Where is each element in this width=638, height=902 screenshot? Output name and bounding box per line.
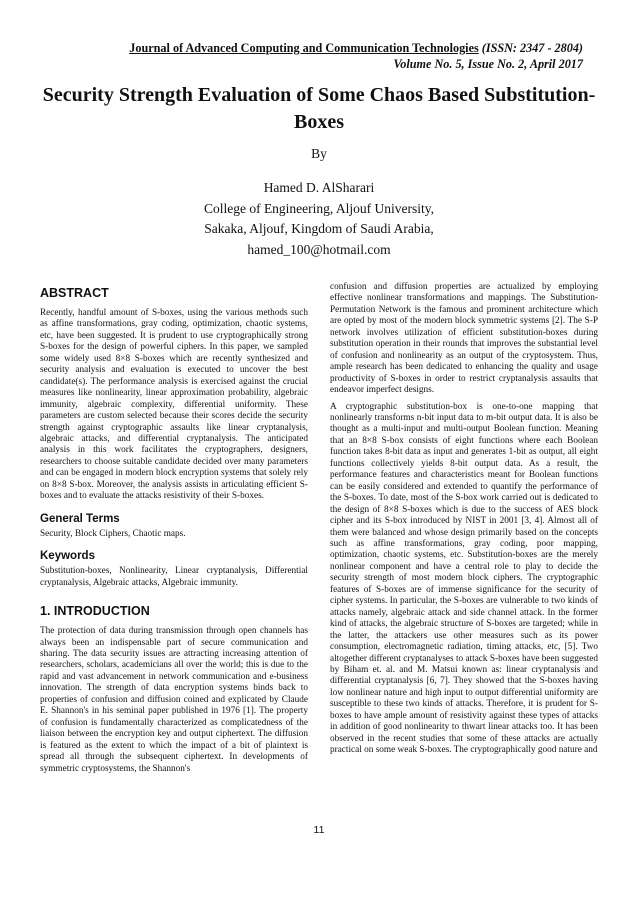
general-terms-heading: General Terms [40,512,120,525]
introduction-paragraph-2: A cryptographic substitution-box is one-to-one mapping that nonlinearly transforms n-bit input data to m-bit output data. It is also be thought as a multi-input and multi-output Boolean function. Meaning that an 8×8 S-box consists of eight functions where each Boolean function takes 8-bit data as input and generates 1-bit as output, all eight functions collectively yields 8-bit output data. As a result, the performance features and characteristics meant for Boolean functions can be easily considered and extended to quantify the performance of the S-boxes. To date, most of the S-box work carried out is dedicated to the design of 8×8 S-boxes which is due to the success of AES block cipher and its S-box introduced by NIST in 2001 [3, 4]. Almost all of them were balanced and whose design primarily based on the concepts such as affine transformations, gray coding, poor mapping, optimization, chaotic systems, etc. Substitution-boxes are the merely nonlinear component and have a central role to play to decide the security strength of most modern block ciphers. The cryptographic features of S-boxes are of immense significance for the security of cipher systems. In particular, the S-boxes are vulnerable to two kinds of attacks namely, algebraic attack and side channel attack. In the former kind of attacks, the algebraic structure of S-boxes are targeted; while in the latter, the attackers use other measures such as its power consumption, electromagnetic radiation, timing attacks, etc, [5]. Two altogether different cryptanalyses to attack S-boxes have been suggested by Biham et. al. and M. Matsui known as: linear cryptanalysis and differential cryptanalysis [6, 7]. They showed that the S-boxes having low nonlinear nature and high input to output differential uniformity are susceptible to these two kinds of attacks. Therefore, it is prudent for S-boxes to have ample amount of resistivity against these types of attacks in addition of good nonlinearity to thwart linear attacks too. It has been observed in the recent studies that some of these attacks are actually practical on some weak S-boxes. The cryptographically good nature and [330,401,598,756]
abstract-heading: ABSTRACT [40,286,109,300]
right-column [330,282,598,762]
author-affiliation-line1: College of Engineering, Aljouf University, [203,200,435,216]
byline: By [311,146,327,161]
keywords-heading: Keywords [40,550,95,563]
author-name: Hamed D. AlSharari [263,180,375,195]
keywords-text: Substitution-boxes, Nonlinearity, Linear cryptanalysis, Differential cryptanalysis, Algebraic attacks, Algebraic immunity. [40,566,308,588]
author-affiliation-line2: Sakaka, Aljouf, Kingdom of Saudi Arabia, [204,221,434,237]
introduction-heading: 1. INTRODUCTION [40,604,150,619]
introduction-paragraph-1-continued: confusion and diffusion properties are actualized by employing effective nonlinear transformations and mappings. The Substitution-Permutation Network is the famous and prominent architecture which are opted by most of the modern block symmetric systems [2]. The S-P network involves utilization of efficient substitution-boxes during substitution operation in their rounds that improves the substantial level of confusion and nonlinearity as an output of the cryptosystem. Thus, ample research has been dedicated to enhancing the quality and usage productivity of S-boxes in order to restrict cryptanalysis assaults that endeavor imperfect designs. [330,282,598,396]
introduction-paragraph-1: The protection of data during transmission through open channels has always been an indispensable part of secure communication and sharing. The data security issues are attracting increasing attention of researchers, scholars, academicians all over the world; this is due to the rapid and vast advancement in network communication and e-business innovation. The strength of data encryption systems binds back to properties of confusion and diffusion coined and explicated by Claude E. Shannon's in his seminal paper published in 1976 [1]. The property of confusion is fundamentally characterized as complicatedness of the liaison between the encryption key and output ciphertext. The diffusion is featured as the extent to which the impact of a bit of plaintext is spread all through the subsequent ciphertext. In developments of symmetric cryptosystems, the Shannon's [40,626,308,774]
author-email: hamed_100@hotmail.com [247,241,391,257]
journal-issn: (ISSN: 2347 - 2804) [481,41,583,55]
journal-volume-issue: Volume No. 5, Issue No. 2, April 2017 [393,57,583,71]
journal-name: Journal of Advanced Computing and Communication Technologies [129,41,479,55]
journal-header-line1 [0,40,583,56]
left-column [40,286,308,780]
journal-header [0,40,583,72]
page-number: 11 [313,824,325,836]
author-block [0,178,638,260]
paper-title: Security Strength Evaluation of Some Chaos Based Substitution-Boxes [42,84,596,133]
abstract-text: Recently, handful amount of S-boxes, using the various methods such as affine transformations, gray coding, optimization, chaotic systems, etc, have been suggested. It is prudent to use cryptographically strong S-boxes for the design of powerful ciphers. In this paper, we sampled some widely used 8×8 S-boxes which are recently synthesized and security analysis and evaluation is executed to uncover the best candidate(s). The performance analysis is exercised against the crucial measures like nonlinearity, linear approximation probability, algebraic immunity, algebraic complexity, differential uniformity. These parameters are custom selected because their scores decide the security strength against cryptographic assaults like linear cryptanalysis, algebraic attacks, and differential cryptanalysis. The anticipated analysis in this work facilitates the cryptographers, designers, researchers to choose suitable candidate decided over many parameters and can be engaged in modern block encryption systems that solely rely on 8×8 S-box. Moreover, the analysis assists in articulating efficient S-boxes and to evaluate the attacks resistivity of their S-boxes. [40,308,308,502]
general-terms-text: Security, Block Ciphers, Chaotic maps. [40,528,186,539]
